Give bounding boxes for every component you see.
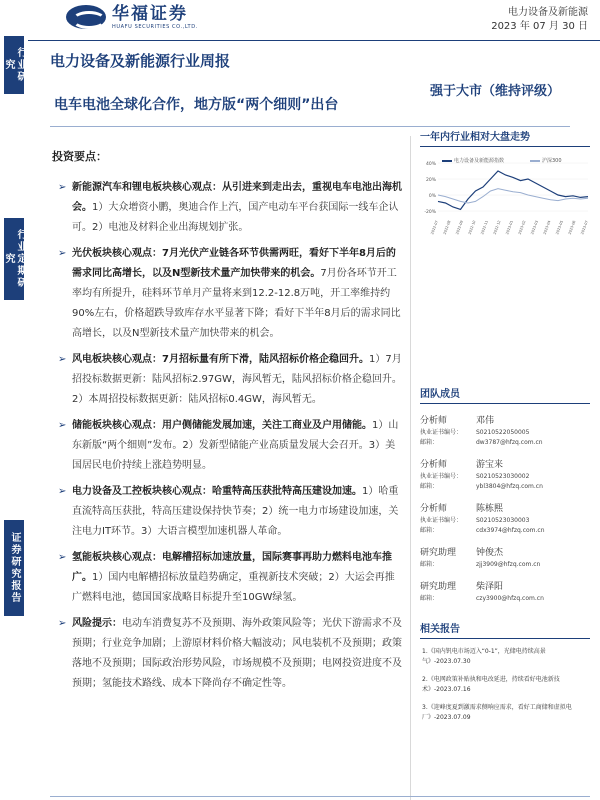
- main-content: [52, 148, 404, 700]
- analyst-name: 钟俊杰: [476, 548, 504, 558]
- arrow-bullet-icon: ➢: [58, 552, 67, 563]
- email-label: 邮箱：: [420, 595, 439, 602]
- point-bold: 风电板块核心观点：7月招标量有所下滑，陆风招标价格企稳回升。: [72, 354, 369, 365]
- analyst-email: ybl3804@hfzq.com.cn: [476, 483, 543, 490]
- x-tick-label: 2022-10: [467, 219, 477, 236]
- analyst-email: cdx3974@hfzq.com.cn: [476, 527, 545, 534]
- arrow-bullet-icon: ➢: [58, 618, 67, 629]
- arrow-bullet-icon: ➢: [58, 354, 67, 365]
- report-rating: 强于大市（维持评级）: [430, 84, 561, 99]
- x-tick-label: 2023-07: [580, 219, 589, 236]
- point-item: [52, 178, 404, 238]
- title-divider: [50, 126, 570, 127]
- email-label: 邮箱：: [420, 483, 439, 490]
- point-bold: 风险提示：: [72, 618, 122, 629]
- logo-english-name: HUAFU SECURITIES CO.,LTD.: [112, 24, 198, 30]
- left-sidebar: [0, 0, 28, 800]
- series-line-industry-index: [438, 171, 588, 209]
- relative-performance-chart: [420, 155, 590, 236]
- point-item: [52, 482, 404, 542]
- analyst-name: 游宝来: [476, 460, 504, 470]
- report-subtitle: 电车电池全球化合作，地方版“两个细则”出台: [54, 97, 339, 113]
- header-date: 2023 年 07 月 30 日: [491, 21, 588, 32]
- analyst-email: czy3900@hfzq.com.cn: [476, 595, 544, 602]
- chart-heading: 一年内行业相对大盘走势: [420, 128, 590, 147]
- point-bold: 光伏板块核心观点：7月光伏产业链各环节供需两旺，看好下半年8月后的需求同比高增长，以及N型新技术量产加快带来的机会。: [72, 248, 396, 279]
- arrow-bullet-icon: ➢: [58, 248, 67, 259]
- point-item: [52, 350, 404, 410]
- footer-divider: [50, 796, 590, 797]
- x-tick-label: 2023-01: [505, 219, 514, 236]
- header-divider: [28, 40, 600, 41]
- related-reports-section: [420, 620, 590, 723]
- point-item: [52, 548, 404, 608]
- series-line-csi300: [438, 189, 588, 203]
- x-tick-label: 2022-11: [480, 219, 489, 236]
- email-label: 邮箱：: [420, 561, 439, 568]
- email-label: 邮箱：: [420, 527, 439, 534]
- analyst-role: 研究助理: [420, 548, 457, 558]
- analyst-role: 分析师: [420, 416, 448, 426]
- analyst-email: zjj3909@hfzq.com.cn: [476, 561, 541, 568]
- y-tick-label: 40%: [425, 162, 436, 167]
- analyst-role: 研究助理: [420, 582, 457, 592]
- x-tick-label: 2022-08: [442, 219, 452, 236]
- related-report-link[interactable]: 2.《电网政策补贴执和电改延进，持续看好电池新技术》-2023.07.16: [422, 676, 560, 693]
- column-divider: [410, 136, 411, 800]
- cert-number: S0210522050005: [476, 429, 530, 436]
- point-text: 7月份各环节开工率均有所提升，硅料环节单月产量将来到12.2-12.8万吨，开工率维持约90%左右，价格超跌导致库存水平显著下降；看好下半年8月后的需求同比高增长，以及N型新技术量产加快带来的机会。: [72, 268, 401, 339]
- analyst-card: [420, 546, 590, 570]
- x-tick-label: 2023-04: [542, 219, 552, 236]
- legend-label: 电力设备及新能源指数: [454, 158, 505, 164]
- page-header: [28, 0, 600, 42]
- x-tick-label: 2023-06: [567, 219, 577, 236]
- x-tick-label: 2022-07: [430, 219, 439, 236]
- point-item: [52, 614, 404, 694]
- right-column: [420, 128, 590, 723]
- arrow-bullet-icon: ➢: [58, 182, 67, 193]
- point-text: 1）7月招投标数据更新：陆风招标2.97GW，海风暂无，陆风招标价格企稳回升。2）本周招投标数据更新：陆风招标0.4GW，海风暂无。: [72, 354, 402, 405]
- team-heading: 团队成员: [420, 385, 590, 404]
- point-item: [52, 244, 404, 344]
- y-tick-label: 0%: [428, 194, 436, 199]
- x-tick-label: 2022-12: [492, 219, 502, 236]
- cert-number: S0210523030002: [476, 473, 530, 480]
- point-text: 1）大众增资小鹏，奥迪合作上汽，国产电动车平台获国际一线车企认可。2）电池及材料企业出海规划扩张。: [72, 202, 399, 233]
- cert-label: 执业证书编号：: [420, 473, 463, 480]
- header-category: 电力设备及新能源: [508, 7, 588, 18]
- arrow-bullet-icon: ➢: [58, 486, 67, 497]
- logo-mark-icon: [66, 5, 106, 29]
- analyst-card: [420, 580, 590, 604]
- point-bold: 新能源汽车和锂电板块核心观点：从引进来到走出去，重视电车电池出海机会。: [72, 182, 402, 213]
- email-label: 邮箱：: [420, 439, 439, 446]
- investment-points-heading: 投资要点：: [52, 150, 107, 163]
- sidebar-tag-industry-research: 行业研究: [4, 36, 24, 94]
- analyst-role: 分析师: [420, 504, 448, 514]
- analyst-role: 分析师: [420, 460, 448, 470]
- logo-chinese-name: 华福证券: [112, 4, 188, 24]
- cert-label: 执业证书编号：: [420, 517, 463, 524]
- point-text: 电动车消费复苏不及预期、海外政策风险等；光伏下游需求不及预期；行业竞争加剧；上游原材料价格大幅波动；风电装机不及预期；政策落地不及预期；国际政治形势风险，市场规模不及预期；电网投资进度不及预期；氢能技术路线、成本下降尚存不确定性等。: [72, 618, 402, 689]
- point-text: 1）哈重直流特高压获批，特高压建设保持快节奏；2）统一电力市场建设加速，关注电力IT环节。3）大语言模型加速机器人革命。: [72, 486, 399, 537]
- analyst-name: 陈栋熙: [476, 504, 504, 514]
- related-reports-heading: 相关报告: [420, 620, 590, 639]
- legend-label: 沪深300: [542, 158, 562, 164]
- related-report-link[interactable]: 1.《国内钒电市场迈入“0-1”，光储电持续高景气》-2023.07.30: [422, 648, 546, 665]
- cert-number: S0210523030003: [476, 517, 530, 524]
- sidebar-tag-securities-report: 证券研究报告: [4, 520, 24, 616]
- arrow-bullet-icon: ➢: [58, 420, 67, 431]
- y-tick-label: 20%: [425, 178, 436, 183]
- analyst-name: 柴泽阳: [476, 582, 504, 592]
- analyst-card: [420, 458, 590, 492]
- x-tick-label: 2022-09: [455, 219, 464, 236]
- header-meta: [491, 6, 588, 34]
- y-tick-label: -20%: [424, 210, 436, 215]
- point-bold: 氢能板块核心观点：电解槽招标加速放量，国际赛事再助力燃料电池车推广。: [72, 552, 392, 583]
- x-tick-label: 2023-02: [517, 219, 527, 236]
- analyst-card: [420, 414, 590, 448]
- analyst-email: dw3787@hfzq.com.cn: [476, 439, 543, 446]
- point-text: 1）国内电解槽招标放量趋势确定，重视新技术突破；2）大运会再推广燃料电池，德国国家战略目标提升至10GW绿氢。: [72, 572, 395, 603]
- x-tick-label: 2023-05: [555, 219, 564, 236]
- point-bold: 储能板块核心观点：用户侧储能发展加速，关注工商业及户用储能。: [72, 420, 372, 431]
- analyst-name: 邓伟: [476, 416, 495, 426]
- sidebar-tag-periodic-research: 行业定期研究: [4, 218, 24, 300]
- cert-label: 执业证书编号：: [420, 429, 463, 436]
- company-logo: [66, 4, 198, 30]
- point-item: [52, 416, 404, 476]
- team-section: [420, 385, 590, 604]
- chart-svg: [420, 155, 590, 236]
- report-title: 电力设备及新能源行业周报: [50, 52, 231, 70]
- related-report-link[interactable]: 3.《迎峰度夏到激需求侧响应需求，看好工商储和虚拟电厂》-2023.07.09: [422, 704, 572, 721]
- point-bold: 电力设备及工控板块核心观点：哈重特高压获批特高压建设加速。: [72, 486, 362, 497]
- point-text: 1）山东新版“两个细则”发布。2）发新型储能产业高质量发展大会召开。3）美国居民电价持续上涨趋势明显。: [72, 420, 399, 471]
- x-tick-label: 2023-03: [530, 219, 539, 236]
- analyst-card: [420, 502, 590, 536]
